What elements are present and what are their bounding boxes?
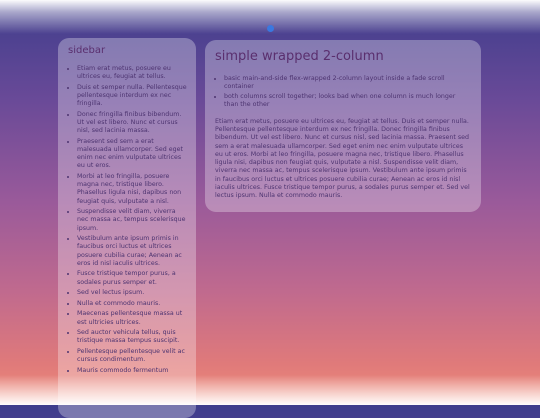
list-item: • Pellentesque pellentesque velit ac cursus condimentum. — [77, 348, 187, 364]
sidebar-panel[interactable] — [58, 38, 196, 418]
page-title: simple wrapped 2-column — [215, 49, 384, 64]
list-item: • Fusce tristique tempor purus, a sodales purus semper et. — [77, 270, 187, 286]
list-item: • Vestibulum ante ipsum primis in faucibus orci luctus et ultrices posuere cubilia curae; Aenean ac eros id nisl iaculis ultrices. — [77, 235, 187, 268]
sidebar-list — [68, 65, 187, 375]
list-item: • Sed vel lectus ipsum. — [77, 289, 187, 297]
list-item: • basic main-and-side flex-wrapped 2-column layout inside a fade scroll container — [224, 75, 471, 92]
list-item: • Donec fringilla finibus bibendum. Ut vel est libero. Nunc et cursus nisl, sed lacinia massa. — [77, 111, 187, 136]
list-item: • Mauris commodo fermentum — [77, 367, 187, 375]
main-bullet-list — [215, 75, 471, 110]
list-item: • Etiam erat metus, posuere eu ultrices eu, feugiat at tellus. — [77, 65, 187, 81]
list-item: • both columns scroll together; looks bad when one column is much longer than the other — [224, 93, 471, 110]
list-item: • Maecenas pellentesque massa ut est ultricies ultrices. — [77, 310, 187, 326]
list-item: • Suspendisse velit diam, viverra nec massa ac, tempus scelerisque ipsum. — [77, 208, 187, 233]
main-panel[interactable] — [205, 40, 481, 212]
sidebar-title: sidebar — [68, 45, 106, 56]
main-paragraph: Etiam erat metus, posuere eu ultrices eu, feugiat at tellus. Duis et semper nulla. Pellentesque pellentesque interdum ex nec fringilla. Donec fringilla finibus bibendum. Ut vel est libero. Nunc et cursus nisl, sed lacinia massa. Praesent sed sem a erat malesuada ullamcorper. Sed eget enim nec enim vulputate ultrices eu ut eros. Morbi at leo fringilla, posuere magna nec, tristique libero. Phasellus ligula nisi, dapibus non feugiat quis, vulputate a nisl. Suspendisse velit diam, viverra nec massa ac, tempus scelerisque ipsum. Vestibulum ante ipsum primis in faucibus orci luctus et ultrices posuere cubilia curae; Aenean ac eros id nisl iaculis ultrices. Fusce tristique tempor purus, a sodales purus semper et. Sed vel lectus ipsum. Nulla et commodo mauris. — [215, 117, 470, 200]
list-item: • Morbi at leo fringilla, posuere magna nec, tristique libero. Phasellus ligula nisi, dapibus non feugiat quis, vulputate a nisl. — [77, 173, 187, 206]
list-item: • Praesent sed sem a erat malesuada ullamcorper. Sed eget enim nec enim vulputate ultrices eu ut eros. — [77, 138, 187, 171]
list-item: • Duis et semper nulla. Pellentesque pellentesque interdum ex nec fringilla. — [77, 84, 187, 109]
list-item: • Sed auctor vehicula tellus, quis tristique massa tempus suscipit. — [77, 329, 187, 345]
scroll-indicator-dot — [267, 25, 274, 32]
list-item: • Nulla et commodo mauris. — [77, 300, 187, 308]
